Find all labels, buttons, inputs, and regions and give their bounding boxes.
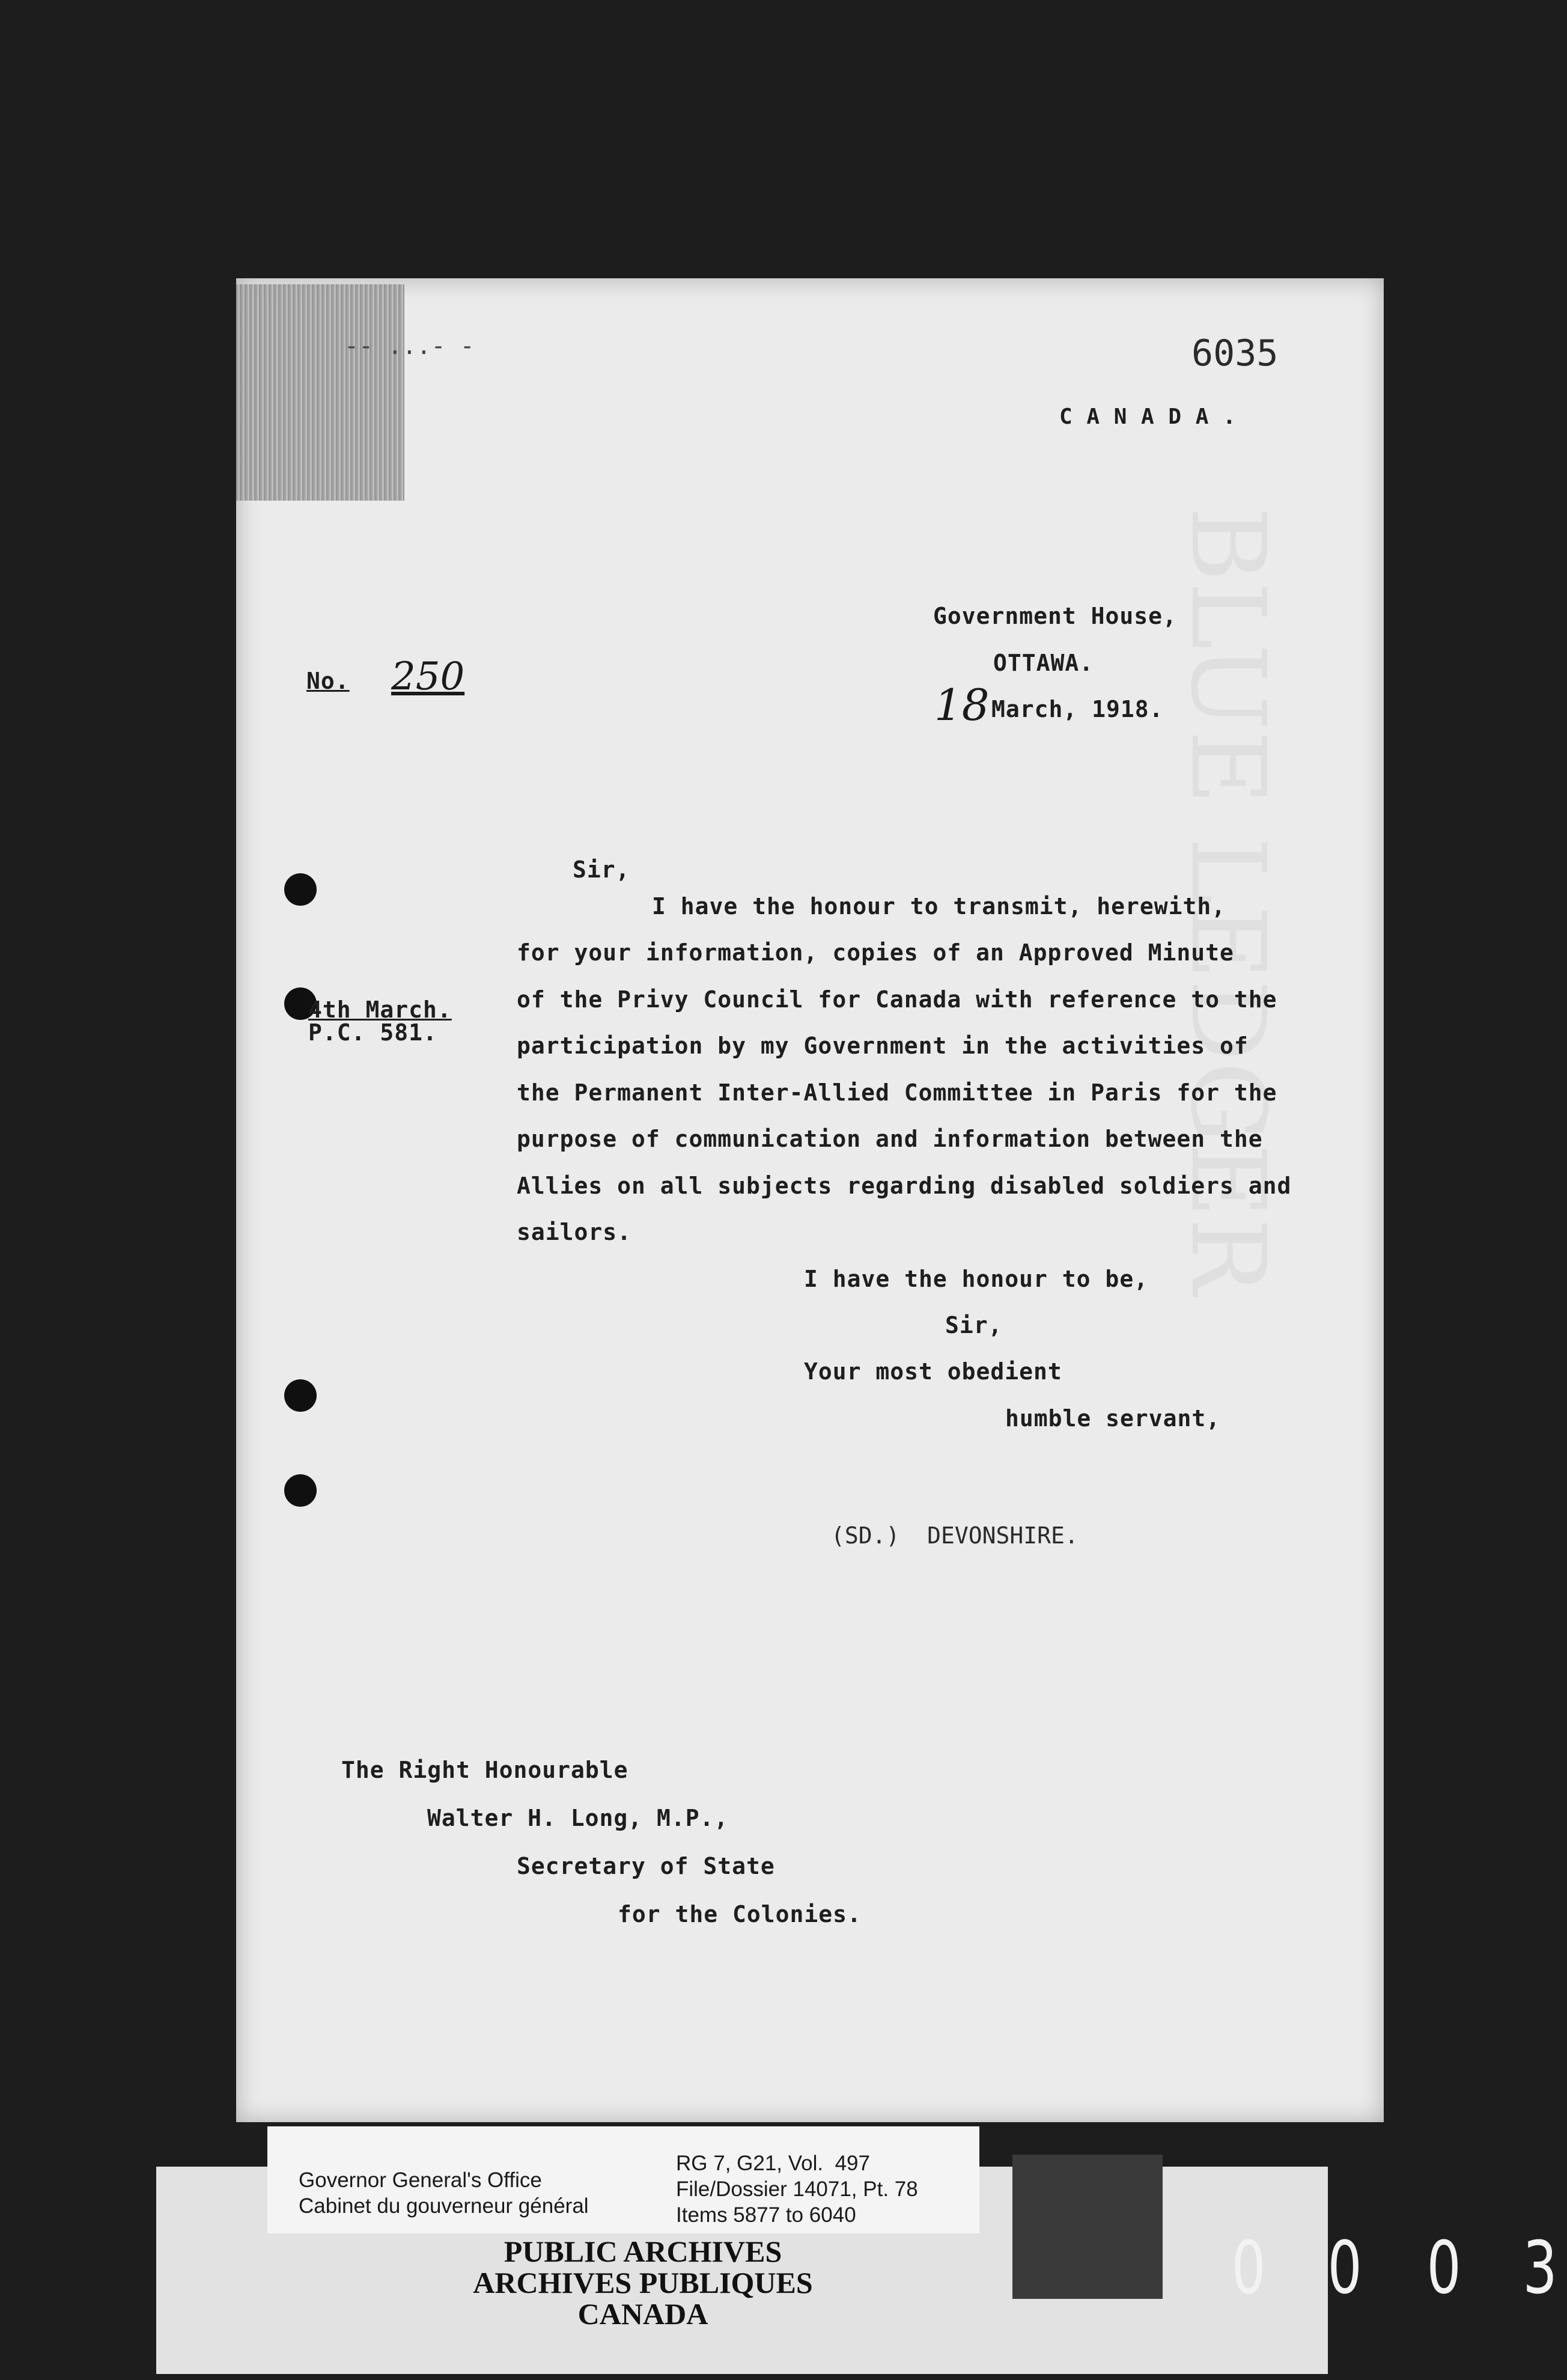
archives-english: PUBLIC ARCHIVES: [504, 2235, 782, 2268]
label-shadow-block: [1012, 2155, 1163, 2299]
closing-line-1: I have the honour to be,: [804, 1266, 1149, 1292]
address-line-1: Government House,: [933, 603, 1177, 629]
reference-file: File/Dossier 14071, Pt. 78: [676, 2177, 918, 2201]
punch-hole: [284, 873, 317, 906]
body-line: I have the honour to transmit, herewith,: [652, 893, 1226, 920]
frame-number-digit: 0: [1426, 2227, 1461, 2310]
punch-hole: [284, 1474, 317, 1507]
closing-line-3: Your most obedient: [804, 1358, 1062, 1385]
frame-number-digit: 0: [1231, 2227, 1266, 2310]
registry-mark: [236, 284, 404, 501]
margin-note-date: 4th March.: [308, 996, 452, 1023]
country-heading: C A N A D A .: [1059, 404, 1237, 429]
number-label: No.: [306, 668, 350, 694]
frame-number-digit: 3: [1523, 2227, 1557, 2310]
body-line: purpose of communication and information between the: [517, 1126, 1263, 1152]
addressee-line-2: Walter H. Long, M.P.,: [427, 1805, 729, 1831]
bleed-through-stamp: BLUE LEDGER: [1168, 507, 1287, 1295]
addressee-line-4: for the Colonies.: [618, 1901, 862, 1927]
letter-page: [236, 278, 1384, 2122]
addressee-line-1: The Right Honourable: [341, 1757, 628, 1783]
closing-line-2: Sir,: [945, 1312, 1003, 1338]
margin-note-order: P.C. 581.: [308, 1019, 437, 1046]
reference-items: Items 5877 to 6040: [676, 2203, 856, 2227]
body-line: of the Privy Council for Canada with reference to the: [517, 986, 1277, 1013]
reference-group: RG 7, G21, Vol. 497: [676, 2152, 870, 2175]
address-line-2: OTTAWA.: [993, 650, 1094, 676]
archives-country: CANADA: [577, 2297, 708, 2331]
body-line: Allies on all subjects regarding disabled soldiers and: [517, 1173, 1292, 1199]
archives-stamp: [252, 2236, 1033, 2330]
number-handwritten: 250: [391, 654, 465, 699]
date-typed: March, 1918.: [991, 696, 1164, 722]
punch-hole: [284, 1379, 317, 1412]
registry-mark-text: -- ...- -: [344, 332, 475, 360]
body-line: participation by my Government in the activities of: [517, 1033, 1249, 1059]
body-line: the Permanent Inter-Allied Committee in Paris for the: [517, 1079, 1277, 1106]
closing-line-4: humble servant,: [1005, 1405, 1221, 1432]
signature-line: (SD.) DEVONSHIRE.: [831, 1522, 1079, 1549]
body-line: for your information, copies of an Approved Minute: [517, 939, 1234, 966]
salutation: Sir,: [573, 856, 630, 883]
date-handwritten: 18: [934, 680, 990, 730]
office-english: Governor General's Office: [299, 2168, 542, 2192]
archives-french: ARCHIVES PUBLIQUES: [473, 2266, 813, 2299]
body-line: sailors.: [517, 1219, 632, 1245]
addressee-line-3: Secretary of State: [517, 1853, 775, 1879]
office-french: Cabinet du gouverneur général: [299, 2194, 589, 2218]
archive-reference-card: [267, 2126, 979, 2233]
folio-number: 6035: [1191, 332, 1279, 374]
frame-number-digit: 0: [1327, 2227, 1362, 2310]
